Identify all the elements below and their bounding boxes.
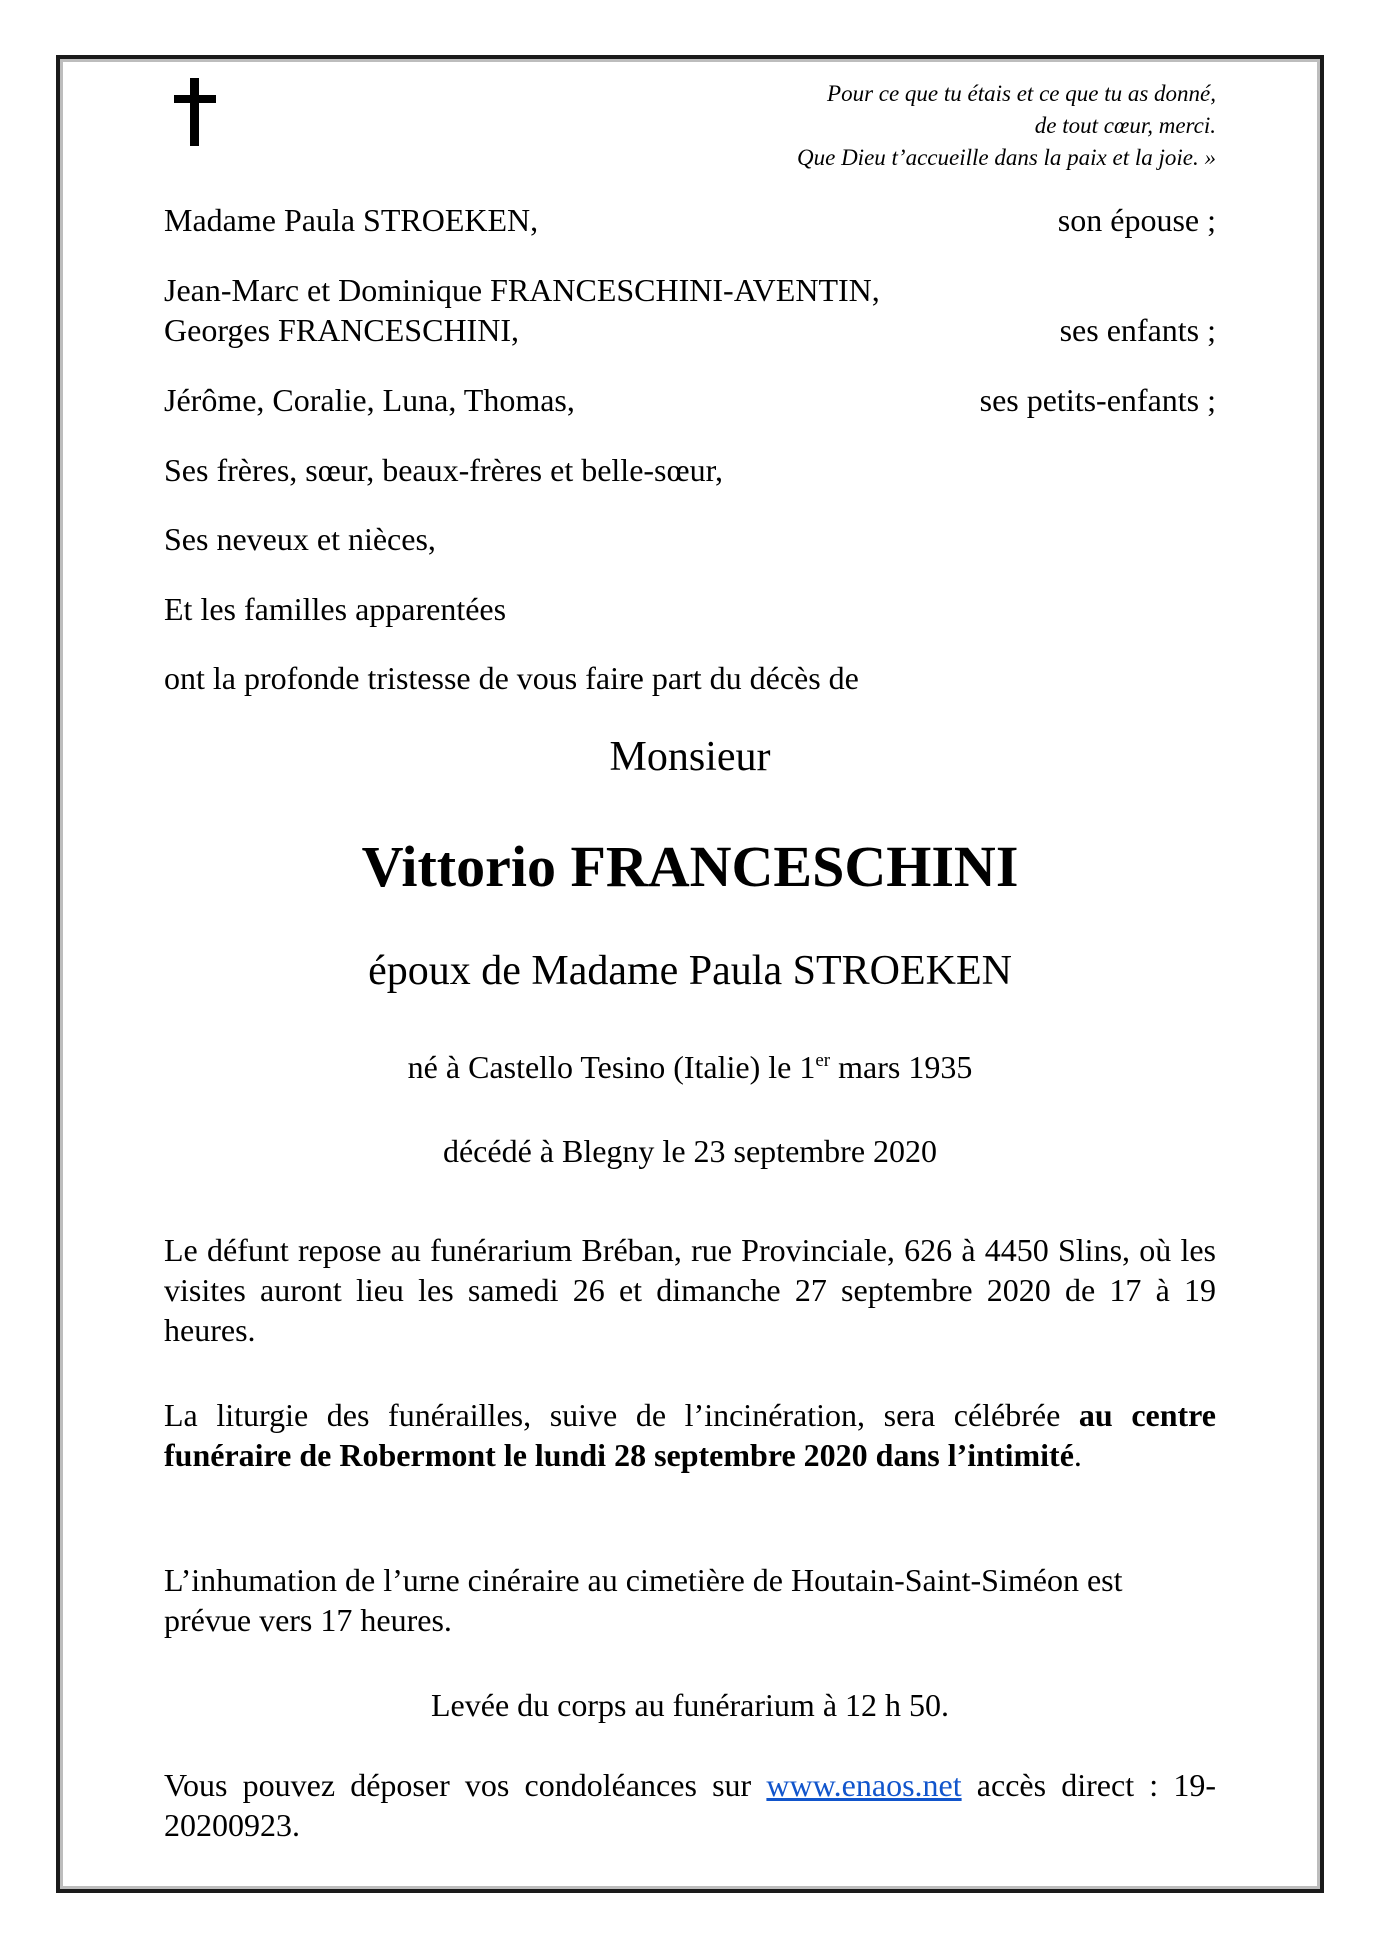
spouse-row [164, 200, 1216, 240]
children-line-2: Georges FRANCESCHINI, [164, 312, 519, 348]
announcement-line: ont la profonde tristesse de vous faire part du décès de [164, 660, 859, 696]
condolences-access: accès direct : 19-20200923. [164, 1767, 1217, 1843]
deceased-spouse-of: époux de Madame Paula STROEKEN [368, 948, 1012, 994]
children-line-1: Jean-Marc et Dominique FRANCESCHINI-AVENTIN, [164, 272, 880, 308]
deceased-title: Monsieur [609, 734, 771, 780]
birth-date: mars 1935 [830, 1049, 973, 1085]
relatives-line: Et les familles apparentées [164, 591, 507, 627]
grandchildren-names: Jérôme, Coralie, Luna, Thomas, [164, 382, 575, 418]
grandchildren-row [164, 380, 1216, 420]
deceased-name: Vittorio FRANCESCHINI [361, 834, 1019, 899]
liturgy-paragraph [164, 1395, 1216, 1475]
motto-line-2: de tout cœur, merci. [1034, 113, 1216, 138]
birth-superscript: er [815, 1050, 831, 1071]
liturgy-text: La liturgie des funérailles, suive de l’incinération, sera célébrée [164, 1397, 1079, 1433]
grandchildren-role: ses petits-enfants ; [979, 382, 1216, 418]
death-line: décédé à Blegny le 23 septembre 2020 [442, 1133, 938, 1169]
liturgy-location: au centre funéraire de Robermont le lundi 28 septembre 2020 dans l’intimité [164, 1397, 1217, 1473]
children-role: ses enfants ; [1059, 312, 1216, 348]
condolences-text: Vous pouvez déposer vos condoléances sur [164, 1767, 767, 1803]
birth-line [164, 1047, 1216, 1087]
spouse-role: son épouse ; [1057, 202, 1216, 238]
nephews-line: Ses neveux et nièces, [164, 521, 436, 557]
condolences-link[interactable]: www.enaos.net [766, 1767, 962, 1803]
motto-quote [516, 78, 1216, 174]
children-row-2 [164, 310, 1216, 350]
cross-icon [170, 78, 220, 146]
siblings-line: Ses frères, sœur, beaux-frères et belle-sœur, [164, 452, 723, 488]
children-row-1 [164, 270, 1216, 310]
motto-line-3: Que Dieu t’accueille dans la paix et la joie. » [797, 145, 1216, 170]
spouse-name: Madame Paula STROEKEN, [164, 202, 539, 238]
birth-text: né à Castello Tesino (Italie) le 1 [407, 1049, 816, 1085]
repose-paragraph: Le défunt repose au funérarium Bréban, rue Provinciale, 626 à 4450 Slins, où les visites auront lieu les samedi 26 et dimanche 27 septembre 2020 de 17 à 19 heures. [164, 1232, 1216, 1348]
condolences-paragraph [164, 1765, 1216, 1845]
liturgy-end: . [1073, 1437, 1082, 1473]
levee-line: Levée du corps au funérarium à 12 h 50. [430, 1687, 950, 1723]
inhumation-paragraph: L’inhumation de l’urne cinéraire au cimetière de Houtain-Saint-Siméon est prévue vers 17 heures. [164, 1562, 1123, 1638]
motto-line-1: Pour ce que tu étais et ce que tu as donné, [827, 81, 1216, 106]
